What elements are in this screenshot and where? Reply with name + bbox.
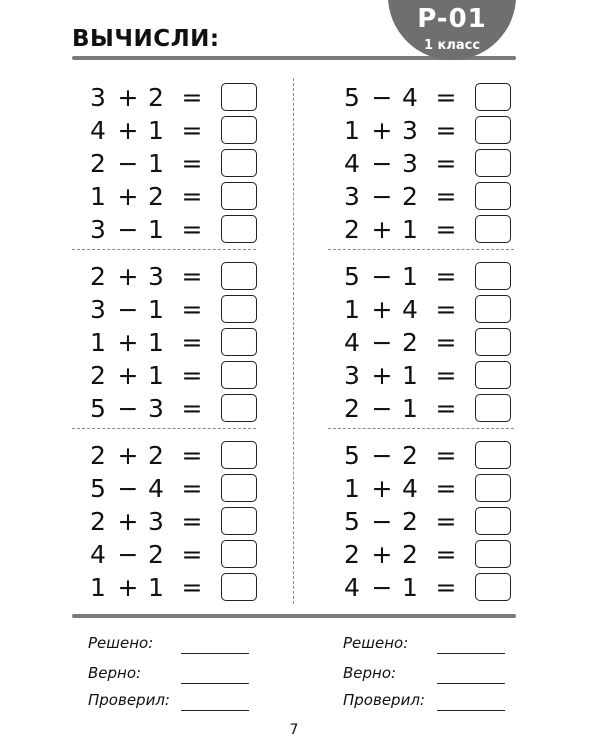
equals-sign: =: [435, 573, 457, 602]
first-number: 1: [344, 295, 360, 324]
operator-sign: −: [371, 394, 393, 423]
equals-sign: =: [435, 182, 457, 211]
second-number: 1: [402, 361, 418, 390]
second-number: 1: [148, 116, 164, 145]
answer-box[interactable]: [475, 215, 511, 243]
operator-sign: +: [371, 215, 393, 244]
equals-sign: =: [181, 361, 203, 390]
second-number: 3: [402, 116, 418, 145]
exercise-row: [88, 149, 260, 179]
exercise-row: [342, 474, 514, 504]
operator-sign: −: [117, 474, 139, 503]
second-number: 1: [148, 295, 164, 324]
group-divider: [328, 249, 514, 250]
operator-sign: −: [371, 507, 393, 536]
exercise-row: [88, 441, 260, 471]
group-divider: [72, 428, 256, 429]
second-number: 2: [402, 328, 418, 357]
second-number: 1: [402, 394, 418, 423]
first-number: 3: [90, 215, 106, 244]
equals-sign: =: [181, 83, 203, 112]
first-number: 4: [90, 116, 106, 145]
first-number: 3: [344, 182, 360, 211]
exercise-row: [342, 507, 514, 537]
exercise-row: [342, 149, 514, 179]
answer-box[interactable]: [475, 441, 511, 469]
answer-box[interactable]: [475, 474, 511, 502]
equals-sign: =: [181, 507, 203, 536]
equals-sign: =: [181, 262, 203, 291]
first-number: 4: [90, 540, 106, 569]
answer-box[interactable]: [475, 361, 511, 389]
first-number: 1: [90, 182, 106, 211]
group-divider: [72, 249, 256, 250]
exercise-row: [342, 182, 514, 212]
answer-box[interactable]: [475, 295, 511, 323]
second-number: 2: [148, 540, 164, 569]
operator-sign: +: [117, 361, 139, 390]
first-number: 5: [344, 262, 360, 291]
second-number: 1: [148, 215, 164, 244]
second-number: 3: [402, 149, 418, 178]
equals-sign: =: [435, 116, 457, 145]
equals-sign: =: [181, 295, 203, 324]
answer-box[interactable]: [221, 262, 257, 290]
page-number: 7: [289, 722, 299, 738]
operator-sign: −: [371, 182, 393, 211]
exercise-row: [342, 295, 514, 325]
exercise-row: [88, 262, 260, 292]
equals-sign: =: [435, 83, 457, 112]
operator-sign: +: [117, 507, 139, 536]
operator-sign: −: [117, 394, 139, 423]
exercise-row: [88, 540, 260, 570]
first-number: 2: [344, 215, 360, 244]
first-number: 4: [344, 573, 360, 602]
answer-box[interactable]: [475, 149, 511, 177]
equals-sign: =: [435, 149, 457, 178]
answer-box[interactable]: [221, 295, 257, 323]
first-number: 1: [344, 474, 360, 503]
second-number: 1: [402, 573, 418, 602]
second-number: 2: [402, 182, 418, 211]
group-divider: [328, 428, 514, 429]
first-number: 2: [90, 149, 106, 178]
second-number: 1: [148, 149, 164, 178]
correct-label: Верно:: [343, 664, 397, 682]
exercise-row: [342, 441, 514, 471]
first-number: 2: [90, 262, 106, 291]
operator-sign: −: [117, 540, 139, 569]
operator-sign: −: [371, 149, 393, 178]
answer-box[interactable]: [221, 573, 257, 601]
first-number: 2: [90, 361, 106, 390]
equals-sign: =: [181, 540, 203, 569]
equals-sign: =: [435, 215, 457, 244]
first-number: 5: [344, 441, 360, 470]
first-number: 1: [90, 328, 106, 357]
operator-sign: +: [117, 262, 139, 291]
exercise-row: [342, 540, 514, 570]
operator-sign: +: [117, 441, 139, 470]
equals-sign: =: [435, 507, 457, 536]
operator-sign: −: [371, 83, 393, 112]
equals-sign: =: [181, 328, 203, 357]
badge-code: P-01: [417, 4, 487, 34]
second-number: 1: [148, 361, 164, 390]
exercise-row: [88, 295, 260, 325]
second-number: 2: [148, 83, 164, 112]
exercise-row: [342, 573, 514, 603]
operator-sign: +: [117, 182, 139, 211]
equals-sign: =: [435, 295, 457, 324]
exercise-row: [88, 215, 260, 245]
second-number: 1: [402, 215, 418, 244]
answer-box[interactable]: [221, 394, 257, 422]
page-title: ВЫЧИСЛИ:: [72, 26, 220, 52]
equals-sign: =: [181, 116, 203, 145]
answer-box[interactable]: [221, 328, 257, 356]
checked-line[interactable]: [437, 710, 505, 711]
answer-box[interactable]: [475, 328, 511, 356]
equals-sign: =: [181, 573, 203, 602]
equals-sign: =: [181, 182, 203, 211]
second-number: 3: [148, 394, 164, 423]
answer-box[interactable]: [475, 573, 511, 601]
second-number: 1: [148, 328, 164, 357]
operator-sign: +: [117, 328, 139, 357]
answer-box[interactable]: [475, 116, 511, 144]
operator-sign: +: [371, 474, 393, 503]
first-number: 1: [90, 573, 106, 602]
first-number: 5: [90, 474, 106, 503]
exercise-row: [88, 116, 260, 146]
second-number: 4: [148, 474, 164, 503]
exercise-row: [342, 215, 514, 245]
answer-box[interactable]: [221, 149, 257, 177]
exercise-row: [88, 182, 260, 212]
equals-sign: =: [435, 394, 457, 423]
exercise-row: [88, 507, 260, 537]
bottom-rule: [72, 614, 516, 618]
first-number: 4: [344, 328, 360, 357]
first-number: 5: [344, 83, 360, 112]
equals-sign: =: [181, 441, 203, 470]
exercise-row: [88, 573, 260, 603]
checked-label: Проверил:: [343, 691, 425, 709]
correct-line[interactable]: [181, 683, 249, 684]
equals-sign: =: [181, 149, 203, 178]
first-number: 2: [90, 507, 106, 536]
equals-sign: =: [435, 474, 457, 503]
answer-box[interactable]: [475, 540, 511, 568]
operator-sign: −: [117, 215, 139, 244]
exercise-row: [342, 262, 514, 292]
correct-line[interactable]: [437, 683, 505, 684]
second-number: 2: [148, 182, 164, 211]
column-divider: [293, 78, 294, 604]
equals-sign: =: [435, 540, 457, 569]
solved-label: Решено:: [343, 634, 409, 652]
first-number: 3: [344, 361, 360, 390]
answer-box[interactable]: [221, 116, 257, 144]
equals-sign: =: [181, 474, 203, 503]
operator-sign: −: [117, 295, 139, 324]
operator-sign: −: [371, 262, 393, 291]
first-number: 4: [344, 149, 360, 178]
exercise-row: [88, 361, 260, 391]
solved-label: Решено:: [88, 634, 154, 652]
badge-grade: 1 класс: [423, 38, 481, 53]
exercise-row: [342, 328, 514, 358]
first-number: 2: [344, 540, 360, 569]
first-number: 3: [90, 295, 106, 324]
first-number: 1: [344, 116, 360, 145]
answer-box[interactable]: [475, 507, 511, 535]
checked-label: Проверил:: [88, 691, 170, 709]
second-number: 1: [148, 573, 164, 602]
equals-sign: =: [435, 328, 457, 357]
first-number: 2: [90, 441, 106, 470]
answer-box[interactable]: [475, 83, 511, 111]
answer-box[interactable]: [221, 215, 257, 243]
second-number: 3: [148, 507, 164, 536]
operator-sign: +: [371, 116, 393, 145]
second-number: 2: [148, 441, 164, 470]
second-number: 2: [402, 540, 418, 569]
exercise-row: [342, 83, 514, 113]
answer-box[interactable]: [221, 182, 257, 210]
second-number: 4: [402, 295, 418, 324]
equals-sign: =: [181, 394, 203, 423]
equals-sign: =: [181, 215, 203, 244]
first-number: 5: [90, 394, 106, 423]
solved-line[interactable]: [181, 653, 249, 654]
answer-box[interactable]: [221, 540, 257, 568]
answer-box[interactable]: [221, 83, 257, 111]
exercise-row: [342, 394, 514, 424]
operator-sign: −: [371, 441, 393, 470]
operator-sign: −: [117, 149, 139, 178]
second-number: 4: [402, 474, 418, 503]
second-number: 2: [402, 441, 418, 470]
answer-box[interactable]: [221, 507, 257, 535]
equals-sign: =: [435, 441, 457, 470]
exercise-row: [88, 328, 260, 358]
operator-sign: −: [371, 328, 393, 357]
second-number: 2: [402, 507, 418, 536]
correct-label: Верно:: [88, 664, 142, 682]
operator-sign: +: [117, 116, 139, 145]
operator-sign: +: [117, 573, 139, 602]
exercise-row: [88, 394, 260, 424]
first-number: 5: [344, 507, 360, 536]
exercise-row: [342, 361, 514, 391]
second-number: 3: [148, 262, 164, 291]
equals-sign: =: [435, 262, 457, 291]
answer-box[interactable]: [475, 262, 511, 290]
answer-box[interactable]: [475, 182, 511, 210]
second-number: 4: [402, 83, 418, 112]
first-number: 2: [344, 394, 360, 423]
checked-line[interactable]: [181, 710, 249, 711]
answer-box[interactable]: [221, 474, 257, 502]
first-number: 3: [90, 83, 106, 112]
equals-sign: =: [435, 361, 457, 390]
worksheet-badge: [388, 0, 516, 60]
exercise-row: [88, 474, 260, 504]
operator-sign: +: [371, 295, 393, 324]
answer-box[interactable]: [221, 441, 257, 469]
answer-box[interactable]: [221, 361, 257, 389]
operator-sign: −: [371, 573, 393, 602]
operator-sign: +: [371, 540, 393, 569]
answer-box[interactable]: [475, 394, 511, 422]
second-number: 1: [402, 262, 418, 291]
solved-line[interactable]: [437, 653, 505, 654]
operator-sign: +: [371, 361, 393, 390]
exercise-row: [342, 116, 514, 146]
exercise-row: [88, 83, 260, 113]
operator-sign: +: [117, 83, 139, 112]
